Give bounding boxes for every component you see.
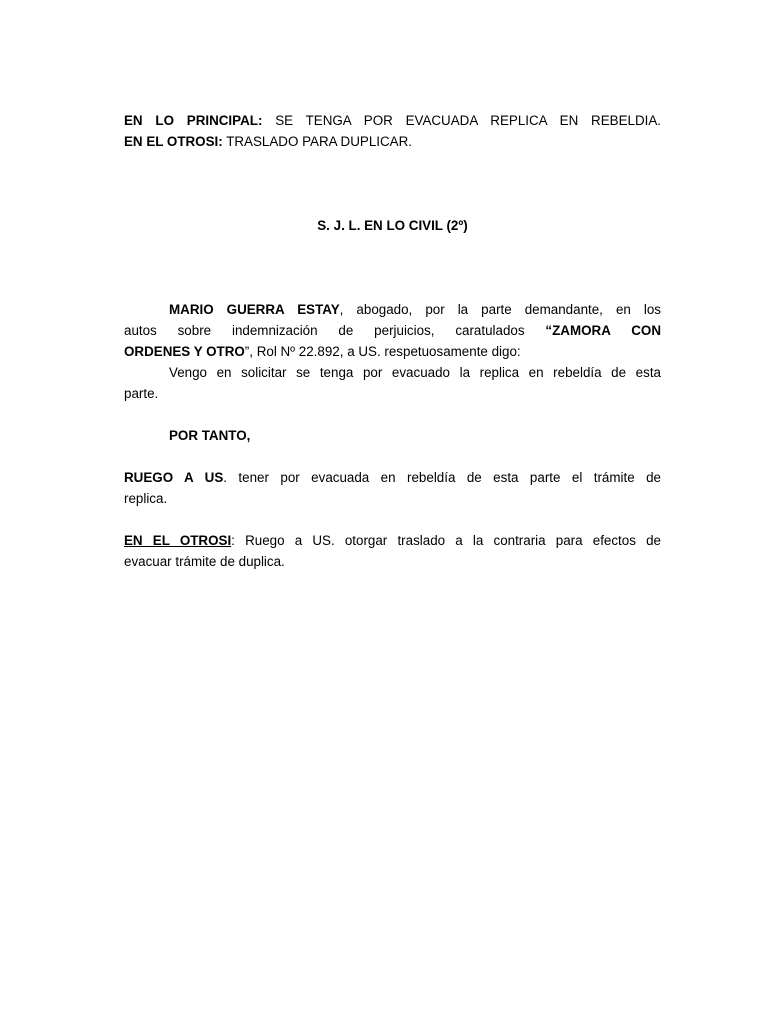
otrosi-header-text: TRASLADO PARA DUPLICAR. [222,134,412,149]
paragraph-1-line-1-text: , abogado, por la parte demandante, en los [339,302,661,317]
otrosi-label [124,533,231,548]
por-tanto-heading [169,425,661,446]
paragraph-1-line-1 [169,299,661,320]
paragraph-1-line-3 [124,341,661,362]
otrosi-header-label: EN EL OTROSI: [124,134,223,149]
principal-text: SE TENGA POR EVACUADA REPLICA EN REBELDIA. [262,113,661,128]
otrosi-line-1-text: : Ruego a US. otorgar traslado a la contraria para efectos de [231,533,661,548]
paragraph-1-line-2 [124,320,661,341]
paragraph-1-line-2-text: autos sobre indemnización de perjuicios, caratulados [124,323,546,338]
ruego-line-1-text: . tener por evacuada en rebeldía de esta parte el trámite de [223,470,661,485]
court-heading-text: S. J. L. EN LO CIVIL (2º) [317,218,468,233]
principal-line [124,110,661,131]
court-heading [124,215,661,236]
otrosi-line-1 [124,530,661,551]
paragraph-2-line-2 [124,383,661,404]
case-title-part-1: “ZAMORA CON [545,323,661,338]
attorney-name: MARIO GUERRA ESTAY [169,302,340,317]
case-title-part-2: ORDENES Y OTRO [124,344,245,359]
otrosi-line-2-text: evacuar trámite de duplica. [124,554,285,569]
ruego-line-1 [124,467,661,488]
paragraph-2-line-1-text: Vengo en solicitar se tenga por evacuado la replica en rebeldía de esta [169,365,661,380]
ruego-line-2 [124,488,661,509]
otrosi-line-2 [124,551,661,572]
otrosi-label-underlined: EN EL OTROSI [124,533,232,548]
ruego-line-2-text: replica. [124,491,168,506]
document-page [124,0,661,1024]
paragraph-2-line-2-text: parte. [124,386,159,401]
paragraph-1-line-3-text: ”, Rol Nº 22.892, a US. respetuosamente digo: [244,344,521,359]
ruego-label: RUEGO A US [124,470,224,485]
por-tanto-text: POR TANTO, [169,428,251,443]
paragraph-2-line-1 [169,362,661,383]
principal-label: EN LO PRINCIPAL: [124,113,263,128]
otrosi-header-line [124,131,661,152]
